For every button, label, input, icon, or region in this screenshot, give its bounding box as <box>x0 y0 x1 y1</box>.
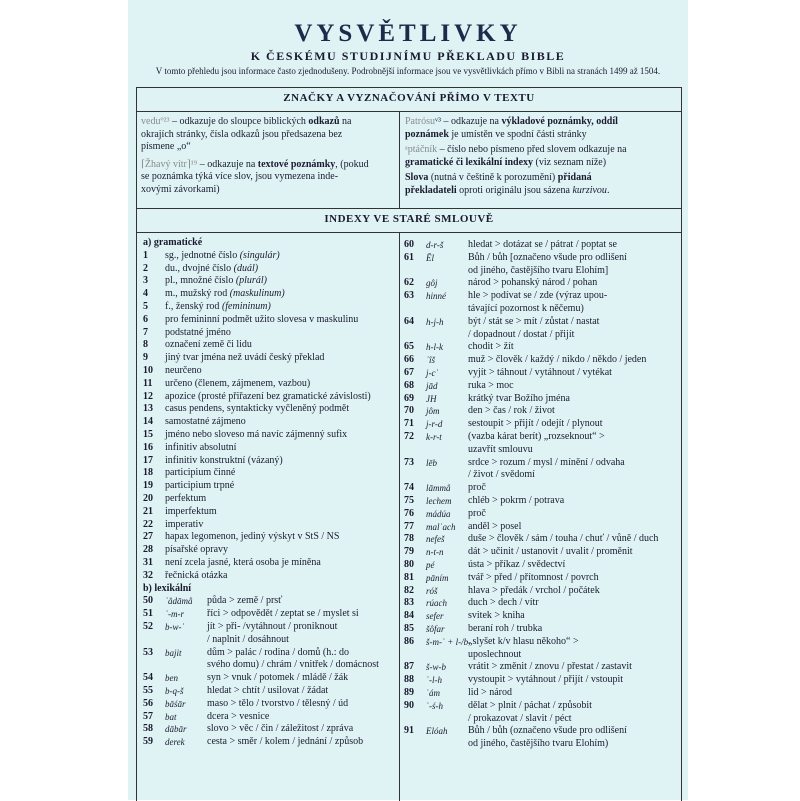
index-meaning: casus pendens, syntakticky vyčleněný podmět <box>165 403 350 415</box>
index-meaning: dělat > plnit / páchat / způsobit <box>468 699 592 711</box>
index-meaning: ruka > moc <box>468 379 514 391</box>
hebrew-lexeme: pé <box>426 560 435 570</box>
index-number: 84 <box>404 610 414 622</box>
index-meaning: hledat > dotázat se / pátrat / poptat se <box>468 239 617 250</box>
index-number: 11 <box>143 377 153 389</box>
index-number: 67 <box>404 367 414 378</box>
hebrew-lexeme: š-m-ʿ + l-/b- <box>426 636 472 647</box>
latin-term: (singulár) <box>237 249 280 261</box>
index-meaning: dát > učinit / ustanovit / uvalit / proměnit <box>468 546 633 558</box>
hebrew-lexeme: ʿ-l-h <box>426 675 442 686</box>
index-number: 31 <box>143 557 153 568</box>
hebrew-lexeme: d-r-š <box>426 240 444 250</box>
hebrew-lexeme: Ēl <box>426 252 434 263</box>
index-number: 5 <box>143 301 148 312</box>
marks-paragraph: Patrósuᵛ³ – odkazuje na výkladové poznámky, oddíl poznámek je umístěn ve spodní části stránky <box>405 116 618 140</box>
index-meaning: hlava > předák / vrchol / počátek <box>468 584 600 596</box>
hebrew-lexeme: rúach <box>426 598 447 609</box>
hebrew-lexeme: j-r-d <box>426 419 443 430</box>
hebrew-lexeme: jôm <box>426 406 440 417</box>
marks-paragraph: veduº²³ – odkazuje do sloupce biblických odkazů na okrajích stránky, čísla odkazů jsou předsazena bez písmene „o“ <box>141 116 352 152</box>
hebrew-lexeme: š-w-b <box>426 662 446 673</box>
hebrew-lexeme: gôj <box>426 278 438 289</box>
hebrew-lexeme: b-q-š <box>165 686 184 696</box>
index-number: 73 <box>404 456 414 468</box>
page-subtitle: K ČESKÉMU STUDIJNÍMU PŘEKLADU BIBLE <box>250 49 566 63</box>
index-number: 78 <box>404 533 414 545</box>
index-meaning: od jiného, častějšího tvaru Elohím) <box>468 738 609 750</box>
index-number: 85 <box>404 623 414 634</box>
index-meaning: Bůh / bůh (označeno všude pro odlišení <box>468 725 627 737</box>
index-meaning: proč <box>468 507 486 519</box>
latin-term: (femininum) <box>219 301 271 312</box>
index-number: 27 <box>143 531 153 543</box>
hebrew-lexeme: ben <box>165 673 178 684</box>
index-number: 80 <box>404 559 414 570</box>
index-number: 16 <box>143 441 153 453</box>
index-meaning: hle > podívat se / zde (výraz upou- <box>468 290 608 302</box>
index-meaning: jméno nebo sloveso má navíc zájmenný sufix <box>165 429 348 440</box>
index-number: 90 <box>404 699 414 711</box>
index-meaning: srdce > rozum / mysl / mínění / odvaha <box>468 456 625 468</box>
hebrew-lexeme: nefeš <box>426 534 445 545</box>
index-number: 60 <box>404 239 414 250</box>
index-meaning: Bůh / bůh [označeno všude pro odlišení <box>468 251 627 263</box>
divider <box>137 111 681 112</box>
index-number: 66 <box>404 354 414 366</box>
index-number: 63 <box>404 290 414 302</box>
index-meaning: cesta > směr / kolem / jednání / způsob <box>207 736 364 748</box>
hebrew-lexeme: lechem <box>426 496 452 506</box>
index-meaning: participium činné <box>165 467 236 479</box>
index-meaning: není zcela jasné, která osoba je míněna <box>165 557 321 568</box>
index-number: 4 <box>143 288 148 300</box>
subheading-label: b) lexikální <box>143 582 192 594</box>
hebrew-lexeme: h-l-k <box>426 342 443 353</box>
index-number: 8 <box>143 339 148 351</box>
hebrew-lexeme: šôfar <box>426 624 445 634</box>
index-meaning: „slyšet k/v hlasu někoho“ > <box>468 635 579 647</box>
index-number: 59 <box>143 736 153 748</box>
hebrew-lexeme: lāmmâ <box>426 483 451 494</box>
index-number: 32 <box>143 569 153 581</box>
index-meaning: písařské opravy <box>165 544 229 556</box>
index-meaning: slovo > věc / čin / záležitost / zpráva <box>207 723 354 735</box>
index-meaning: sestoupit > přijít / odejít / plynout <box>468 418 603 430</box>
index-meaning: duch > dech / vítr <box>468 597 539 609</box>
index-meaning: uposlechnout <box>468 648 522 660</box>
index-meaning: / dopadnout / dostat / přijít <box>468 328 575 340</box>
index-number: 15 <box>143 429 153 440</box>
index-number: 72 <box>404 431 414 442</box>
index-meaning: apozice (prosté přiřazení bez gramatické závislosti) <box>165 390 371 402</box>
hebrew-lexeme: ʿ-ś-h <box>426 700 443 711</box>
index-number: 50 <box>143 595 153 607</box>
hebrew-lexeme: ʾădāmâ <box>165 596 193 607</box>
index-meaning: chodit > žít <box>468 341 514 353</box>
index-number: 71 <box>404 418 414 430</box>
index-number: 28 <box>143 544 153 556</box>
index-meaning: sg., jednotné číslo (singulár) <box>165 249 280 261</box>
hebrew-lexeme: pāním <box>426 572 449 583</box>
index-number: 61 <box>404 251 414 263</box>
latin-term: (maskulinum) <box>227 288 285 300</box>
index-meaning: syn > vnuk / potomek / mládě / žák <box>207 672 349 684</box>
index-number: 58 <box>143 723 153 735</box>
hebrew-lexeme: b-w-ʾ <box>165 622 185 632</box>
marks-paragraph: Slova (nutná v češtině k porozumění) přidaná překladateli oproti originálu jsou sázena kurzivou. <box>405 172 610 196</box>
index-number: 3 <box>143 275 148 287</box>
hebrew-lexeme: ʾ-m-r <box>165 609 184 620</box>
index-meaning: jiný tvar jména než uvádí český překlad <box>165 352 325 364</box>
index-meaning: infinitiv konstruktní (vázaný) <box>165 454 283 466</box>
index-number: 14 <box>143 416 153 428</box>
hebrew-lexeme: jād <box>426 380 438 391</box>
index-number: 88 <box>404 674 414 686</box>
hebrew-lexeme: n-t-n <box>426 547 444 558</box>
index-number: 19 <box>143 480 153 492</box>
index-meaning: svého domu) / chrám / vnitřek / domácnost <box>207 659 379 671</box>
index-meaning: / prokazovat / slavit / péct <box>468 712 572 724</box>
indexes-section <box>136 208 682 801</box>
index-meaning: / naplnit / dosáhnout <box>207 633 289 645</box>
index-meaning: lid > národ <box>468 687 512 698</box>
index-number: 13 <box>143 403 153 415</box>
index-meaning: imperativ <box>165 518 204 530</box>
index-number: 64 <box>404 315 414 327</box>
index-number: 9 <box>143 352 148 364</box>
index-number: 12 <box>143 390 153 402</box>
index-meaning: muž > člověk / každý / nikdo / někdo / jeden <box>468 354 647 366</box>
hebrew-lexeme: bat <box>165 711 177 722</box>
index-number: 89 <box>404 687 414 698</box>
index-meaning: m., mužský rod (maskulinum) <box>165 288 285 300</box>
index-meaning: ústa > příkaz / svědectví <box>468 559 566 570</box>
latin-term: (plurál) <box>233 275 267 287</box>
index-number: 57 <box>143 710 153 722</box>
index-number: 54 <box>143 672 153 684</box>
index-meaning: duše > člověk / sám / touha / chuť / vůně / duch <box>468 533 659 545</box>
index-meaning: uzavřít smlouvu <box>468 443 533 455</box>
index-meaning: hledat > chtít / usilovat / žádat <box>207 685 329 696</box>
index-number: 76 <box>404 507 414 519</box>
index-meaning: označení země či lidu <box>165 339 252 351</box>
index-number: 69 <box>404 392 414 404</box>
index-number: 2 <box>143 262 148 274</box>
index-number: 52 <box>143 621 153 632</box>
index-number: 65 <box>404 341 414 353</box>
hebrew-lexeme: Elóah <box>426 726 448 737</box>
index-number: 79 <box>404 546 414 558</box>
hebrew-lexeme: ʾîš <box>426 355 435 366</box>
hebrew-lexeme: j-cʾ <box>426 368 439 378</box>
index-meaning: chléb > pokrm / potrava <box>468 495 565 506</box>
index-number: 82 <box>404 584 414 596</box>
index-meaning: / život / svědomí <box>468 469 535 481</box>
index-meaning: podstatné jméno <box>165 326 231 338</box>
index-number: 81 <box>404 571 414 583</box>
marks-section-heading: ZNAČKY A VYZNAČOVÁNÍ PŘÍMO V TEXTU <box>283 92 535 104</box>
index-meaning: hapax legomenon, jediný výskyt v StS / NS <box>165 531 340 543</box>
index-meaning: být / stát se > mít / zůstat / nastat <box>468 315 600 327</box>
index-number: 18 <box>143 467 153 479</box>
hebrew-lexeme: lēb <box>426 457 437 468</box>
index-number: 20 <box>143 493 153 504</box>
index-number: 91 <box>404 725 414 737</box>
hebrew-lexeme: róš <box>426 585 438 596</box>
marks-right-column <box>405 116 677 200</box>
index-number: 7 <box>143 326 148 338</box>
index-meaning: participium trpné <box>165 480 235 492</box>
index-subheading <box>143 583 191 596</box>
index-meaning: den > čas / rok / život <box>468 405 555 417</box>
index-meaning: říci > odpovědět / zeptat se / myslet si <box>207 608 359 620</box>
index-number: 87 <box>404 661 414 673</box>
marks-paragraph: ᵃptáčník – číslo nebo písmeno před slovem odkazuje na gramatické či lexikální indexy (viz seznam níže) <box>405 144 627 168</box>
index-meaning: vyjít > táhnout / vytáhnout / vytékat <box>468 367 612 378</box>
index-number: 68 <box>404 379 414 391</box>
index-meaning: svitek > kniha <box>468 610 525 622</box>
index-subheading <box>143 237 202 250</box>
index-number: 56 <box>143 697 153 709</box>
hebrew-lexeme: bajit <box>165 647 182 658</box>
index-number: 55 <box>143 685 153 696</box>
intro-text: V tomto přehledu jsou informace často zjednodušeny. Podrobnější informace jsou ve vysvětlivkách přímo v Bibli na stranách 1499 až 1504. <box>155 66 661 76</box>
index-meaning: vrátit > změnit / znovu / přestat / zastavit <box>468 661 632 673</box>
marks-paragraph: ⌈Žhavý vítr⌉¹⁹ – odkazuje na textové poznámky, (pokud se poznámka týká více slov, jsou vymezena inde- xovými závorkami) <box>141 158 369 195</box>
index-meaning: vystoupit > vytáhnout / přijít / vstoupit <box>468 674 624 686</box>
latin-term: (duál) <box>231 262 259 274</box>
marks-left-column <box>141 116 395 201</box>
hebrew-lexeme: hinné <box>426 291 446 302</box>
index-number: 70 <box>404 405 414 417</box>
hebrew-lexeme: mádúa <box>426 508 451 519</box>
index-meaning: maso > tělo / tvorstvo / tělesný / úd <box>207 697 349 709</box>
index-meaning: neurčeno <box>165 365 202 376</box>
hebrew-lexeme: h-j-h <box>426 316 444 327</box>
index-number: 21 <box>143 505 153 517</box>
column-divider <box>399 112 400 208</box>
index-number: 83 <box>404 597 414 609</box>
index-number: 62 <box>404 277 414 289</box>
subheading-label: a) gramatické <box>143 237 203 248</box>
index-number: 53 <box>143 646 153 658</box>
hebrew-lexeme: derek <box>165 737 185 748</box>
index-meaning: určeno (členem, zájmenem, vazbou) <box>165 377 311 389</box>
hebrew-lexeme: k-r-t <box>426 432 442 442</box>
index-meaning: tvář > před / přítomnost / povrch <box>468 571 599 583</box>
index-meaning: távající pozornost k něčemu) <box>468 303 584 314</box>
index-meaning: řečnická otázka <box>165 569 228 581</box>
index-meaning: (vazba kárat berít) „rozseknout“ > <box>468 431 605 442</box>
page-title: VYSVĚTLIVKY <box>294 20 522 47</box>
index-meaning: pro femininní podmět užito slovesa v maskulinu <box>165 313 359 325</box>
index-number: 75 <box>404 495 414 506</box>
column-divider <box>399 233 400 801</box>
hebrew-lexeme: JH <box>426 393 437 404</box>
index-meaning: krátký tvar Božího jména <box>468 392 570 404</box>
index-meaning: infinitiv absolutní <box>165 441 237 453</box>
hebrew-lexeme: sefer <box>426 611 444 622</box>
marks-section <box>136 87 682 209</box>
index-number: 6 <box>143 313 148 325</box>
hebrew-lexeme: bāśār <box>165 698 186 709</box>
index-meaning: dcera > vesnice <box>207 710 270 722</box>
hebrew-lexeme: ʿám <box>426 688 440 698</box>
index-meaning: pl., množné číslo (plurál) <box>165 275 267 287</box>
index-meaning: dům > palác / rodina / domů (h.: do <box>207 646 350 658</box>
index-meaning: du., dvojné číslo (duál) <box>165 262 259 274</box>
index-number: 1 <box>143 249 148 261</box>
index-meaning: půda > země / prsť <box>207 595 283 607</box>
index-meaning: proč <box>468 482 486 494</box>
index-meaning: perfektum <box>165 493 207 504</box>
index-number: 22 <box>143 518 153 530</box>
index-meaning: od jiného, častějšího tvaru Elohím] <box>468 264 609 276</box>
explanations-sheet <box>128 0 688 800</box>
index-number: 51 <box>143 608 153 620</box>
index-meaning: národ > pohanský národ / pohan <box>468 277 598 289</box>
index-meaning: beraní roh / trubka <box>468 623 543 634</box>
divider <box>137 232 681 233</box>
hebrew-lexeme: malʾach <box>426 521 456 532</box>
index-meaning: anděl > posel <box>468 520 522 532</box>
index-meaning: jít > při- /vytáhnout / proniknout <box>207 621 338 632</box>
hebrew-lexeme: dābār <box>165 724 187 735</box>
index-number: 74 <box>404 482 414 494</box>
indexes-section-heading: INDEXY VE STARÉ SMLOUVĚ <box>324 213 494 225</box>
index-number: 86 <box>404 635 414 647</box>
index-number: 10 <box>143 365 153 376</box>
index-meaning: f., ženský rod (femininum) <box>165 301 271 312</box>
index-meaning: imperfektum <box>165 505 217 517</box>
index-number: 77 <box>404 520 414 532</box>
index-number: 17 <box>143 454 153 466</box>
index-meaning: samostatné zájmeno <box>165 416 246 428</box>
